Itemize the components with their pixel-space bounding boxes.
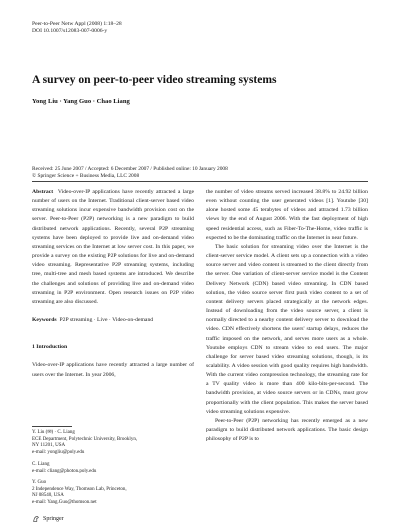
journal-citation: Peer-to-Peer Netw Appl (2008) 1:18–28 — [32, 21, 122, 27]
publisher-name: Springer — [43, 516, 64, 522]
abstract — [32, 188, 194, 307]
footnote-line: C. Liang — [32, 462, 50, 467]
springer-horse-icon — [32, 515, 40, 523]
paper-title: A survey on peer-to-peer video streaming systems — [32, 73, 277, 86]
footnote-author-2 — [32, 462, 96, 475]
abstract-label: Abstract — [32, 189, 54, 195]
abstract-text: Video-over-IP applications have recently attracted a large number of users on the Internet. Traditional client-server based video streaming solutions incur expensive bandwidth provision cost on the server. Peer-to-Peer (P2P) networking is a new paradigm to build distributed network applications. Recently, several P2P streaming systems have been deployed to provide live and on-demand video streaming services on the Internet at low server cost. In this paper, we provide a survey on the existing P2P solutions for live and on-demand video streaming. Representative P2P streaming systems, including tree, multi-tree and mesh based systems are introduced. We describe the challenges and solutions of providing live and on-demand video streaming in P2P environment. Open research issues on P2P video streaming are also discussed. — [32, 189, 194, 305]
paragraph: Peer-to-Peer (P2P) networking has recently emerged as a new paradigm to build distributed network applications. The basic design philosophy of P2P is to — [206, 417, 368, 443]
footnote-rule — [32, 426, 72, 427]
paragraph: The basic solution for streaming video over the Internet is the client-server service model. A client sets up a connection with a video source server and video content is streamed to the client directly from the server. One variation of client-server service model is the Content Delivery Network (CDN) based video streaming. In CDN based solution, the video source server first push video content to a set of content delivery servers placed strategically at the network edges. Instead of downloading from the video source server, a client is normally directed to a nearby content delivery server to download the video. CDN effectively shortens the users' startup delays, reduces the traffic imposed on the network, and serves more users as a whole. Youtube employs CDN to stream video to end users. The major challenge for server based video streaming solutions, though, is its scalability. A video session with good quality requires high bandwidth. With the current video compression technology, the streaming rate for a TV quality video is more than 400 kilo-bits-per-second. The bandwidth provision, at video source servers or in CDNs, must grow proportionally with the client population. This makes the server based video streaming solutions expensive. — [206, 243, 368, 415]
footnote-line: 2 Independence Way, Thomson Lab, Princeton, — [32, 486, 127, 492]
publisher-logo — [32, 515, 64, 523]
section-heading: 1 Introduction — [32, 344, 68, 351]
journal-header — [32, 21, 122, 35]
footnote-author-1 — [32, 430, 137, 456]
keywords-text: P2P streaming · Live · Video-on-demand — [59, 317, 154, 324]
left-column — [32, 188, 194, 380]
footnote-author-3 — [32, 480, 127, 506]
footnote-line: Y. Liu (✉) · C. Liang — [32, 430, 75, 435]
footnote-line: ECE Department, Polytechnic University, Brooklyn, — [32, 436, 138, 442]
footnote-email[interactable]: e-mail: cliang@photon.poly.edu — [32, 468, 97, 474]
dates: Received: 25 June 2007 / Accepted: 6 December 2007 / Published online: 10 January 2008 — [32, 166, 228, 172]
keywords — [32, 316, 194, 325]
right-column — [206, 188, 368, 444]
header-rule — [32, 181, 368, 182]
publication-info — [32, 166, 228, 180]
intro-text: Video-over-IP applications have recently attracted a large number of users over the Internet. In year 2006, — [32, 362, 194, 378]
doi[interactable]: DOI 10.1007/s12083-007-0006-y — [32, 28, 108, 34]
copyright: © Springer Science + Business Media, LLC 2008 — [32, 173, 140, 179]
footnote-email[interactable]: e-mail: Yang.Guo@thomson.net — [32, 499, 97, 505]
paragraph: the number of video streams served increased 38.8% to 24.92 billion even without counting the user generated videos [1]. Youtube [30] alone hosted some 45 terabytes of videos and attracted 1.73 billion views by the end of August 2006. With the fast deployment of high speed residential access, such as Fiber-To-The-Home, video traffic is expected to be the dominating traffic on the Internet in near future. — [206, 189, 368, 241]
footnote-line: NY 11201, USA — [32, 443, 66, 449]
footnote-email[interactable]: e-mail: yongliu@poly.edu — [32, 449, 85, 455]
keywords-label: Keywords — [32, 317, 57, 324]
footnote-line: Y. Guo — [32, 480, 47, 485]
footnote-line: NJ 08540, USA — [32, 493, 64, 499]
authors: Yong Liu · Yang Guo · Chao Liang — [32, 98, 130, 105]
